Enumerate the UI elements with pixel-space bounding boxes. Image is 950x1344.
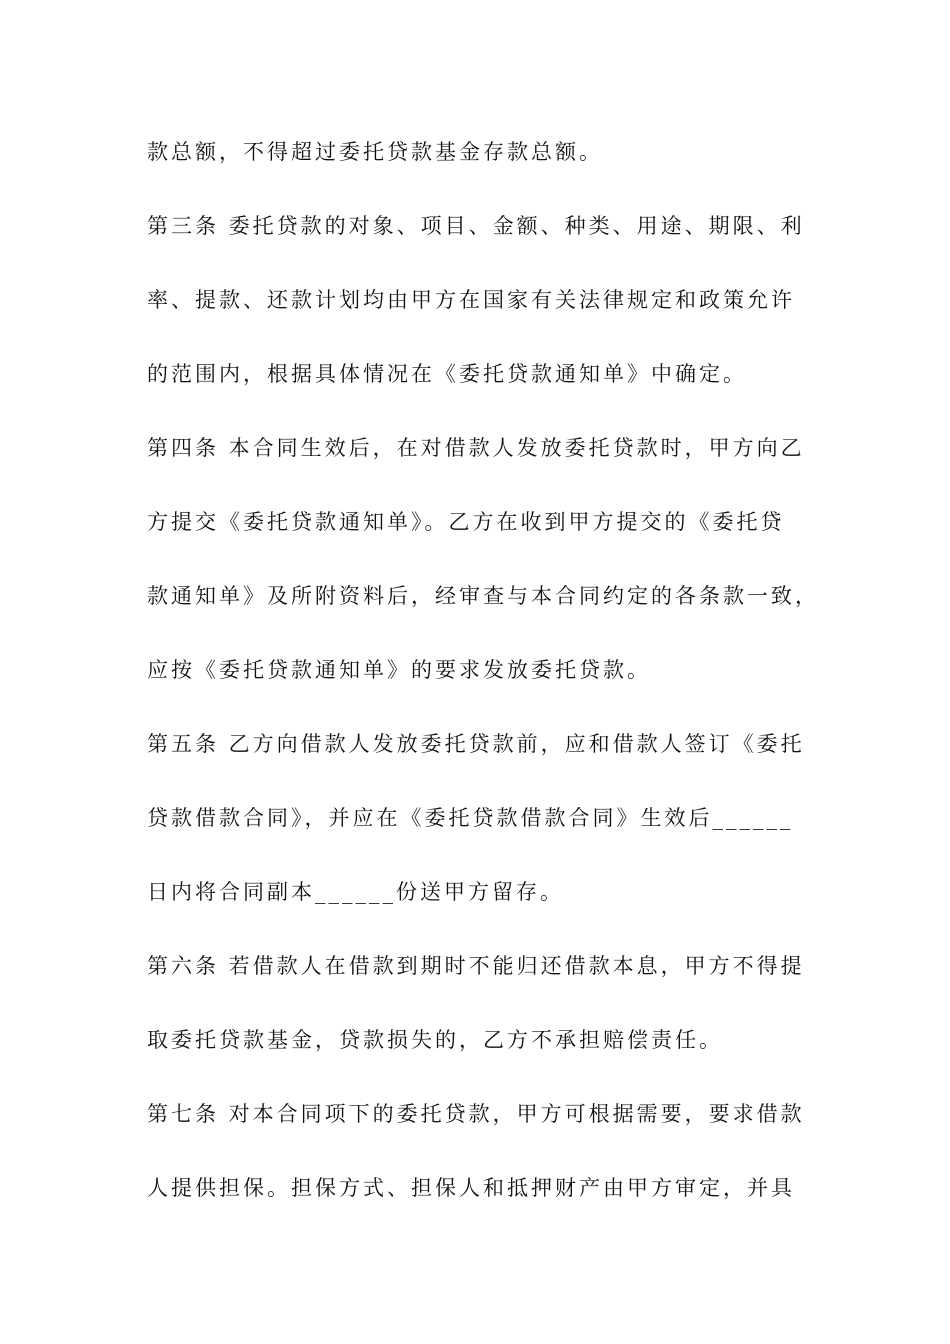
text-line: 第六条 若借款人在借款到期时不能归还借款本息，甲方不得提 bbox=[147, 954, 805, 978]
text-line: 第四条 本合同生效后，在对借款人发放委托贷款时，甲方向乙 bbox=[147, 436, 805, 460]
text-line: 第三条 委托贷款的对象、项目、金额、种类、用途、期限、利 bbox=[147, 214, 805, 238]
text-line: 第五条 乙方向借款人发放委托贷款前，应和借款人签订《委托 bbox=[147, 732, 805, 756]
text-line: 贷款借款合同》，并应在《委托贷款借款合同》生效后______ bbox=[147, 806, 794, 830]
text-line: 第七条 对本合同项下的委托贷款，甲方可根据需要，要求借款 bbox=[147, 1102, 805, 1126]
text-line: 日内将合同副本______份送甲方留存。 bbox=[147, 880, 564, 904]
text-line: 款总额，不得超过委托贷款基金存款总额。 bbox=[147, 140, 603, 164]
text-line: 率、提款、还款计划均由甲方在国家有关法律规定和政策允许 bbox=[147, 288, 795, 312]
text-line: 取委托贷款基金，贷款损失的，乙方不承担赔偿责任。 bbox=[147, 1028, 723, 1052]
text-line: 款通知单》及所附资料后，经审查与本合同约定的各条款一致， bbox=[147, 584, 819, 608]
text-line: 方提交《委托贷款通知单》。乙方在收到甲方提交的《委托贷 bbox=[147, 510, 785, 534]
text-line: 的范围内，根据具体情况在《委托贷款通知单》中确定。 bbox=[147, 362, 747, 386]
text-line: 应按《委托贷款通知单》的要求发放委托贷款。 bbox=[147, 658, 651, 682]
text-line: 人提供担保。担保方式、担保人和抵押财产由甲方审定，并具 bbox=[147, 1176, 795, 1200]
